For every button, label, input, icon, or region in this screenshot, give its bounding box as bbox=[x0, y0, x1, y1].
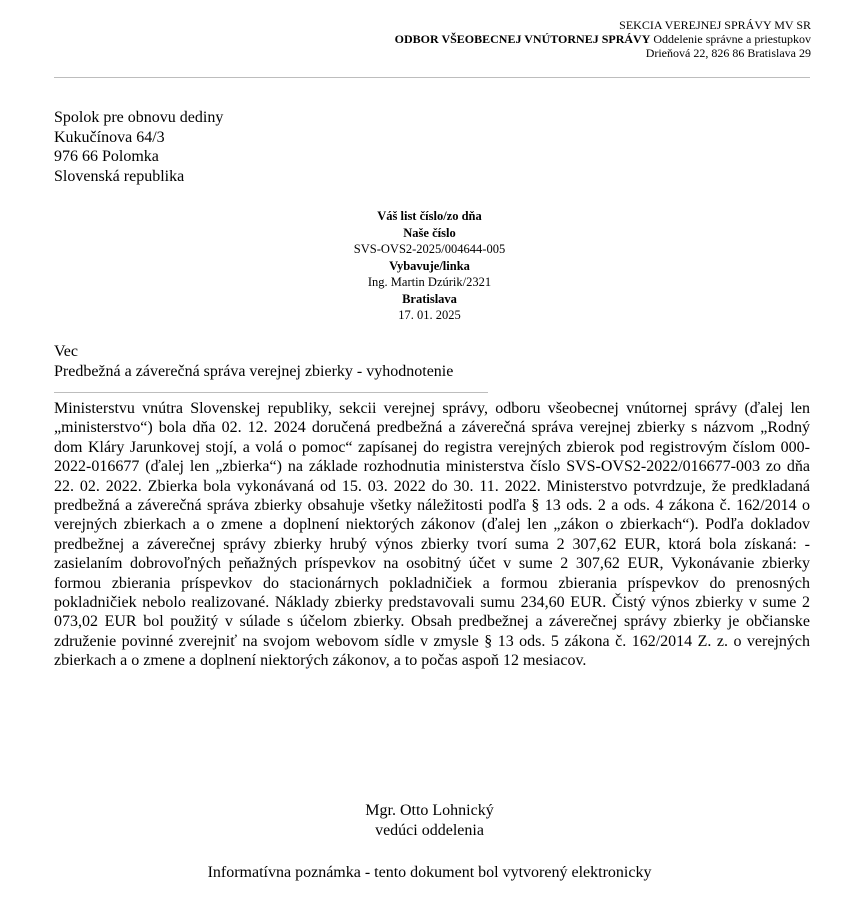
our-number-label: Naše číslo bbox=[403, 225, 456, 240]
handler: Ing. Martin Dzúrik/2321 bbox=[367, 275, 492, 289]
letterhead-department-rest: Oddelenie správne a priestupkov bbox=[650, 32, 811, 46]
letterhead-department bbox=[54, 32, 811, 46]
letterhead-department-bold: ODBOR VŠEOBECNEJ VNÚTORNEJ SPRÁVY bbox=[394, 32, 651, 46]
subject-label: Vec bbox=[54, 343, 78, 360]
header-divider bbox=[54, 77, 810, 78]
letter-body: Ministerstvu vnútra Slovenskej republiky, sekcii verejnej správy, odboru všeobecnej vnútornej správy (ďalej len „ministerstvo“) bola dňa 02. 12. 2024 doručená predbežná a záverečná správa verejnej zbierky s názvom „Rodný dom Kláry Jarunkovej stojí, a volá o pomoc“ zapísanej do registra verejných zbierok pod registrovým číslom 000-2022-016677 (ďalej len „zbierka“) na základe rozhodnutia ministerstva číslo SVS-OVS2-2022/016677-003 zo dňa 22. 02. 2022. Zbierka bola vykonávaná od 15. 03. 2022 do 30. 11. 2022. Ministerstvo potvrdzuje, že predkladaná predbežná a záverečná správa zbierky obsahuje všetky náležitosti podľa § 13 ods. 2 a ods. 4 zákona č. 162/2014 o verejných zbierkach a o zmene a doplnení niektorých zákonov (ďalej len „zákon o zbierkach“). Podľa dokladov predbežnej a záverečnej správy zbierky hrubý výnos zbierky tvorí suma 2 307,62 EUR, ktorá bola získaná: - zasielaním dobrovoľných peňažných príspevkov na osobitný účet v sume 2 307,62 EUR, Vykonávanie zbierky formou zbierania príspevkov do stacionárnych pokladničiek a formou zbierania príspevkov do prenosných pokladničiek nebolo realizované. Náklady zbierky predstavovali sumu 234,60 EUR. Čistý výnos zbierky v sume 2 073,02 EUR bol použitý v súlade s účelom zbierky. Obsah predbežnej a záverečnej správy zbierky je občianske združenie povinné zverejniť na svojom webovom sídle v zmysle § 13 ods. 5 zákona č. 162/2014 Z. z. o verejných zbierkach a o zmene a doplnení niektorých zákonov, a to počas aspoň 12 mesiacov. bbox=[54, 400, 810, 670]
signatory-title: vedúci oddelenia bbox=[375, 821, 484, 839]
your-letter-label: Váš list číslo/zo dňa bbox=[377, 209, 482, 223]
letterhead-section: SEKCIA VEREJNEJ SPRÁVY MV SR bbox=[619, 18, 811, 32]
recipient-city: 976 66 Polomka bbox=[54, 148, 159, 165]
handler-label: Vybavuje/linka bbox=[389, 258, 470, 273]
reference-block bbox=[0, 208, 859, 324]
signature-block bbox=[0, 801, 859, 840]
place: Bratislava bbox=[402, 291, 457, 306]
recipient-address bbox=[54, 108, 223, 186]
subject-block bbox=[54, 342, 453, 381]
electronic-note: Informatívna poznámka - tento dokument bol vytvorený elektronicky bbox=[207, 864, 652, 881]
date: 17. 01. 2025 bbox=[398, 308, 461, 322]
subject-divider bbox=[54, 392, 488, 393]
recipient-name: Spolok pre obnovu dediny bbox=[54, 109, 224, 126]
letterhead bbox=[54, 18, 811, 60]
recipient-street: Kukučínova 64/3 bbox=[54, 128, 165, 146]
letterhead-address: Drieňová 22, 826 86 Bratislava 29 bbox=[645, 46, 811, 60]
our-number: SVS-OVS2-2025/004644-005 bbox=[353, 242, 506, 256]
recipient-country: Slovenská republika bbox=[54, 167, 185, 185]
subject-text: Predbežná a záverečná správa verejnej zbierky - vyhodnotenie bbox=[54, 362, 454, 380]
signatory-name: Mgr. Otto Lohnický bbox=[365, 802, 494, 819]
